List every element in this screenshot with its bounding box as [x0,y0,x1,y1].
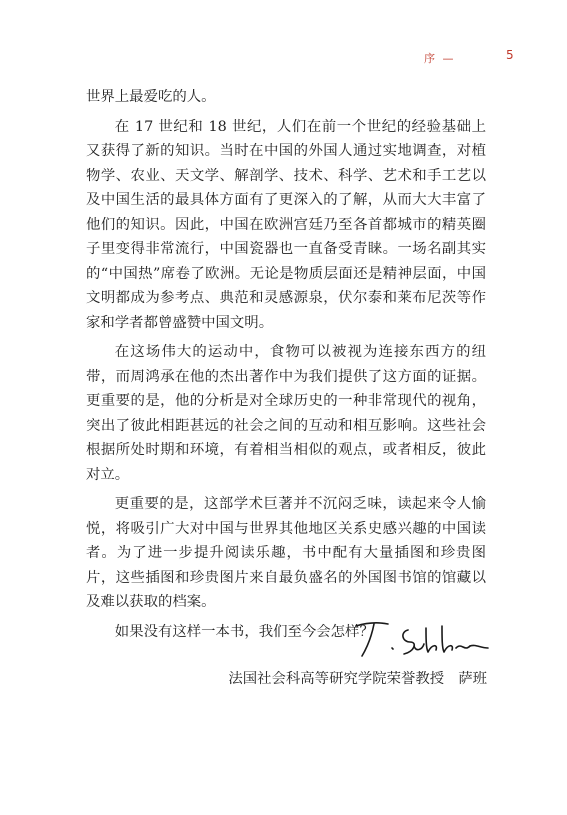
paragraph: 在 17 世纪和 18 世纪，人们在前一个世纪的经验基础上又获得了新的知识。当时在中国的外国人通过实地调查，对植物学、农业、天文学、解剖学、技术、科学、艺术和手工艺以及中国生活的最具体方面有了更深入的了解，从而大大丰富了他们的知识。因此，中国在欧洲宫廷乃至各首都城市的精英圈子里变得非常流行，中国瓷器也一直备受青睐。一场名副其实的“中国热”席卷了欧洲。无论是物质层面还是精神层面，中国文明都成为参考点、典范和灵感源泉，伏尔泰和莱布尼茨等作家和学者都曾盛赞中国文明。 [86,118,486,331]
body-text [86,85,486,649]
handwritten-signature [352,618,492,660]
author-name: 萨班 [458,671,487,687]
attribution [228,667,487,688]
paragraph: 更重要的是，这部学术巨著并不沉闷乏味，读起来令人愉悦，将吸引广大对中国与世界其他地区关系史感兴趣的中国读者。为了进一步提升阅读乐趣，书中配有大量插图和珍贵图片，这些插图和珍贵图片来自最负盛名的外国图书馆的馆藏以及难以获取的档案。 [86,496,486,610]
page-number: 5 [506,48,514,62]
paragraph: 在这场伟大的运动中，食物可以被视为连接东西方的纽带，而周鸿承在他的杰出著作中为我们提供了这方面的证据。更重要的是，他的分析是对全球历史的一种非常现代的视角，突出了彼此相距甚远的社会之间的互动和相互影响。这些社会根据所处时期和环境，有着相当相似的观点，或者相反，彼此对立。 [86,344,486,483]
paragraph: 如果没有这样一本书，我们至今会怎样？ [114,623,374,640]
section-label: 序 — [424,52,456,65]
running-head [420,48,520,68]
author-affiliation: 法国社会科高等研究学院荣誉教授 [228,671,445,687]
paragraph-continued: 世界上最爱吃的人。 [86,89,216,105]
